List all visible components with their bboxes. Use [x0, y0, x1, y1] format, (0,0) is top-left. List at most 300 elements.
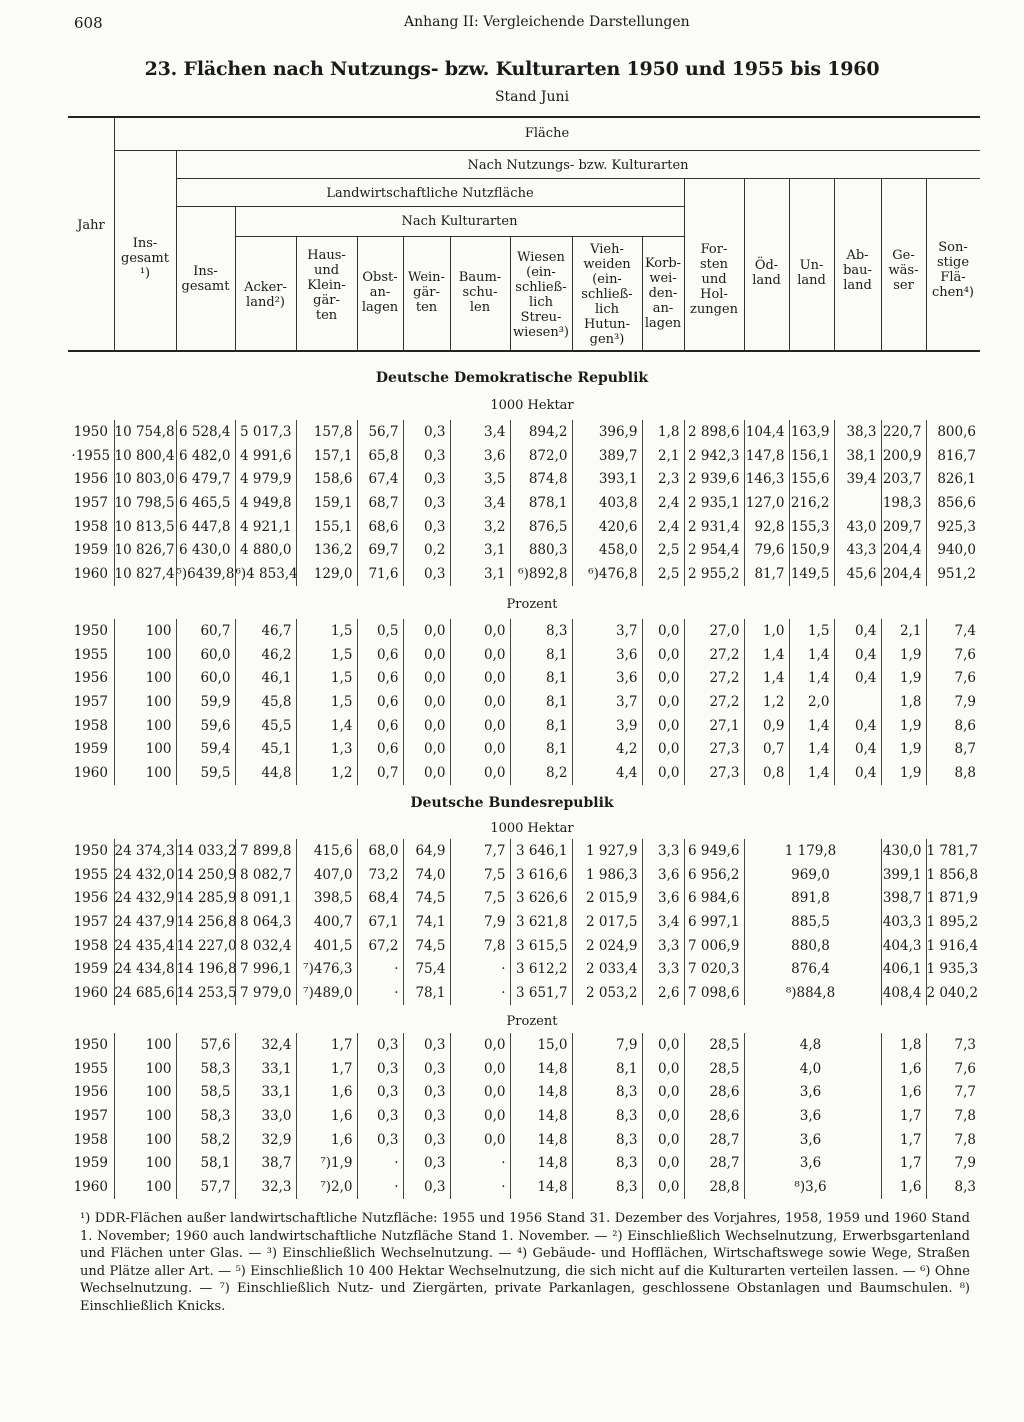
table-cell: 0,3	[403, 1128, 450, 1152]
table-cell: 925,3	[926, 515, 980, 539]
table-cell: ⁷)1,9	[296, 1151, 357, 1175]
table-cell: 10 798,5	[114, 491, 176, 515]
unit-ddr-abs: 1000 Hektar	[490, 398, 574, 413]
table-cell: 3,2	[450, 515, 510, 539]
table-cell: 0,4	[834, 666, 881, 690]
table-cell: 874,8	[510, 467, 572, 491]
table-subtitle: Stand Juni	[494, 89, 570, 105]
cell-jahr: 1950	[73, 423, 108, 440]
table-cell: 7,7	[450, 839, 510, 863]
table-cell: ·	[357, 957, 403, 981]
table-cell: 8,3	[572, 1104, 642, 1128]
table-cell: 24 685,6	[114, 981, 176, 1005]
cell-jahr: 1955	[73, 646, 108, 663]
table-cell: 0,0	[450, 761, 510, 785]
table-cell: 3,6	[744, 1151, 881, 1175]
table-cell: 6 949,6	[684, 839, 744, 863]
table-cell: 3,6	[572, 666, 642, 690]
table-cell: 7,9	[926, 1151, 980, 1175]
table-cell: 28,6	[684, 1104, 744, 1128]
table-cell: 1,7	[296, 1057, 357, 1081]
table-cell: 0,0	[450, 619, 510, 643]
table-cell: 28,6	[684, 1080, 744, 1104]
table-cell: 81,7	[744, 562, 789, 586]
table-cell: 2 017,5	[572, 910, 642, 934]
table-cell: 27,2	[684, 666, 744, 690]
table-row	[68, 1080, 980, 1104]
header-lnf: Landwirtschaftliche Nutzfläche	[326, 186, 534, 201]
table-cell: 7,3	[926, 1033, 980, 1057]
table-cell: 46,7	[235, 619, 296, 643]
table-row	[68, 1104, 980, 1128]
table-cell: 2,5	[642, 562, 684, 586]
table-cell: 2 024,9	[572, 934, 642, 958]
table-cell: 876,5	[510, 515, 572, 539]
table-cell: 5 017,3	[235, 420, 296, 444]
table-cell: 0,0	[450, 737, 510, 761]
table-row	[68, 737, 980, 761]
table-cell: 7 006,9	[684, 934, 744, 958]
table-cell: 38,7	[235, 1151, 296, 1175]
header-forsten: For- sten und Hol- zungen	[690, 242, 738, 317]
table-cell: 100	[114, 761, 176, 785]
table-cell: 0,3	[357, 1104, 403, 1128]
header-sonstige: Son- stige Flä- chen⁴)	[931, 240, 974, 300]
table-cell: 1,9	[881, 643, 926, 667]
table-cell: 0,0	[642, 1175, 684, 1199]
table-cell: 1,4	[744, 666, 789, 690]
table-cell: 0,4	[834, 714, 881, 738]
header-baumschulen: Baum- schu- len	[458, 270, 502, 315]
table-cell: 1,7	[881, 1104, 926, 1128]
table-cell: 1,8	[881, 690, 926, 714]
table-cell: 1,6	[296, 1104, 357, 1128]
table-row	[68, 491, 980, 515]
table-cell: 0,0	[642, 714, 684, 738]
table-cell: 0,0	[403, 643, 450, 667]
table-cell: 3 626,6	[510, 886, 572, 910]
table-cell: 60,7	[176, 619, 235, 643]
table-cell: 100	[114, 619, 176, 643]
table-cell: 6 997,1	[684, 910, 744, 934]
table-ddr-hektar	[68, 420, 980, 586]
table-cell: 403,3	[881, 910, 926, 934]
table-cell: 2,6	[642, 981, 684, 1005]
table-cell: 15,0	[510, 1033, 572, 1057]
table-cell: 204,4	[881, 538, 926, 562]
table-cell: 2 898,6	[684, 420, 744, 444]
table-cell: 1,5	[296, 690, 357, 714]
table-title	[0, 58, 1024, 80]
table-cell: 3,3	[642, 957, 684, 981]
header-ackerland: Acker- land²)	[244, 280, 287, 310]
table-cell: 2 040,2	[926, 981, 980, 1005]
table-cell: ·	[357, 1175, 403, 1199]
table-cell: 28,5	[684, 1033, 744, 1057]
table-cell: 1,4	[789, 643, 834, 667]
table-row	[68, 690, 980, 714]
table-cell: 10 813,5	[114, 515, 176, 539]
table-cell: 430,0	[881, 839, 926, 863]
cell-jahr: 1950	[73, 1036, 108, 1053]
table-cell: 3 621,8	[510, 910, 572, 934]
table-cell: 200,9	[881, 444, 926, 468]
table-cell: 7,9	[450, 910, 510, 934]
table-cell: 28,7	[684, 1128, 744, 1152]
cell-jahr: 1960	[73, 1178, 108, 1195]
cell-jahr: 1957	[73, 494, 108, 511]
table-cell: 129,0	[296, 562, 357, 586]
table-cell: 58,2	[176, 1128, 235, 1152]
table-cell: 1,5	[296, 666, 357, 690]
table-cell: 0,0	[450, 1080, 510, 1104]
table-cell: 79,6	[744, 538, 789, 562]
table-cell: 1,7	[881, 1128, 926, 1152]
table-cell: 104,4	[744, 420, 789, 444]
table-cell: 45,5	[235, 714, 296, 738]
cell-jahr: 1955	[73, 1060, 108, 1077]
table-cell: 940,0	[926, 538, 980, 562]
table-cell: 0,3	[403, 1033, 450, 1057]
table-cell: 1,4	[789, 761, 834, 785]
unit-brd-abs: 1000 Hektar	[490, 821, 574, 836]
table-cell: 8,1	[510, 666, 572, 690]
table-cell: 64,9	[403, 839, 450, 863]
table-cell: 68,6	[357, 515, 403, 539]
table-cell: 8,8	[926, 761, 980, 785]
table-cell: 0,0	[642, 690, 684, 714]
table-cell: 59,9	[176, 690, 235, 714]
table-cell: 0,6	[357, 690, 403, 714]
table-cell: 14 285,9	[176, 886, 235, 910]
table-cell: 1,6	[296, 1128, 357, 1152]
table-cell: 155,6	[789, 467, 834, 491]
table-row	[68, 910, 980, 934]
table-cell: 0,0	[642, 666, 684, 690]
table-number: 23.	[144, 58, 178, 80]
table-cell: 27,2	[684, 690, 744, 714]
cell-jahr: 1956	[73, 471, 108, 488]
table-cell: 0,0	[642, 1080, 684, 1104]
table-cell: 1,6	[881, 1175, 926, 1199]
table-cell: 74,5	[403, 934, 450, 958]
table-cell: 0,3	[403, 467, 450, 491]
table-cell: 1,0	[744, 619, 789, 643]
table-cell: ⁶)4 853,4	[235, 562, 296, 586]
table-cell: ⁶)892,8	[510, 562, 572, 586]
table-cell: 0,0	[403, 714, 450, 738]
table-cell: 60,0	[176, 643, 235, 667]
page-number: 608	[74, 14, 103, 32]
table-cell: 68,7	[357, 491, 403, 515]
cell-jahr: 1950	[73, 842, 108, 859]
table-cell: 27,0	[684, 619, 744, 643]
table-cell: 75,4	[403, 957, 450, 981]
table-cell: 8,3	[926, 1175, 980, 1199]
table-cell: 39,4	[834, 467, 881, 491]
table-cell: 27,2	[684, 643, 744, 667]
table-cell: 4 979,9	[235, 467, 296, 491]
header-hausgaerten: Haus- und Klein- gär- ten	[307, 248, 346, 323]
table-cell: 0,6	[357, 737, 403, 761]
table-cell: 100	[114, 1175, 176, 1199]
table-cell: 0,7	[357, 761, 403, 785]
table-cell: 396,9	[572, 420, 642, 444]
table-cell: 149,5	[789, 562, 834, 586]
table-cell: 24 434,8	[114, 957, 176, 981]
table-cell: 6 528,4	[176, 420, 235, 444]
table-cell: 7,9	[926, 690, 980, 714]
table-cell: 100	[114, 1057, 176, 1081]
table-cell: 2 931,4	[684, 515, 744, 539]
table-cell: 8,7	[926, 737, 980, 761]
table-row	[68, 562, 980, 586]
table-ddr-prozent	[68, 619, 980, 785]
running-head	[74, 14, 964, 34]
table-cell: 4 880,0	[235, 538, 296, 562]
table-cell: 158,6	[296, 467, 357, 491]
table-cell: 157,1	[296, 444, 357, 468]
table-cell: 398,7	[881, 886, 926, 910]
table-cell: 24 437,9	[114, 910, 176, 934]
table-cell: 4,2	[572, 737, 642, 761]
cell-jahr: 1960	[73, 984, 108, 1001]
table-row	[68, 515, 980, 539]
table-cell: 8,1	[510, 737, 572, 761]
table-row	[68, 934, 980, 958]
table-cell: 3 646,1	[510, 839, 572, 863]
table-cell: 1,5	[789, 619, 834, 643]
table-cell: 57,6	[176, 1033, 235, 1057]
section-title-ddr: Deutsche Demokratische Republik	[375, 370, 649, 386]
table-cell: 407,0	[296, 863, 357, 887]
table-cell: 14,8	[510, 1104, 572, 1128]
table-cell: 59,5	[176, 761, 235, 785]
header-insgesamt: Ins- gesamt ¹)	[121, 236, 169, 281]
table-row	[68, 839, 980, 863]
running-title: Anhang II: Vergleichende Darstellungen	[404, 14, 690, 30]
table-cell: 7 098,6	[684, 981, 744, 1005]
table-cell: 0,6	[357, 643, 403, 667]
table-cell: 885,5	[744, 910, 881, 934]
table-cell: 0,0	[450, 714, 510, 738]
table-cell: 7,6	[926, 643, 980, 667]
table-cell: 100	[114, 666, 176, 690]
table-cell: 880,8	[744, 934, 881, 958]
table-cell: 74,1	[403, 910, 450, 934]
table-row	[68, 643, 980, 667]
table-cell: 0,0	[403, 666, 450, 690]
table-cell: 0,3	[357, 1080, 403, 1104]
table-cell: 3,3	[642, 839, 684, 863]
table-cell: 4 921,1	[235, 515, 296, 539]
header-weingaerten: Wein- gär- ten	[408, 270, 445, 315]
table-cell: 1,7	[296, 1033, 357, 1057]
footnotes: ¹) DDR-Flächen außer landwirtschaftliche Nutzfläche: 1955 und 1956 Stand 31. Dezember des Vorjahres, 1958, 1959 und 1960 Stand 1. November; 1960 auch landwirtschaftliche Nutzfläche Stand 1. November. — ²) Einschließlich Wechselnutzung, Erwerbsgartenland und Flächen unter Glas. — ³) Einschließlich Wechselnutzung. — ⁴) Gebäude- und Hofflächen, Wirtschaftswege sowie Wege, Straßen und Plätze aller Art. — ⁵) Einschließlich 10 400 Hektar Wechselnutzung, die sich nicht auf die Kulturarten verteilen lassen. — ⁶) Ohne Wechselnutzung. — ⁷) Einschließlich Nutz- und Ziergärten, private Parkanlagen, geschlossene Obstanlagen und Baumschulen. ⁸) Einschließlich Knicks.	[80, 1211, 970, 1314]
table-cell: 127,0	[744, 491, 789, 515]
table-cell: 2,1	[642, 444, 684, 468]
table-cell: 8,2	[510, 761, 572, 785]
cell-jahr: 1957	[73, 913, 108, 930]
cell-jahr: 1960	[73, 565, 108, 582]
table-cell: 100	[114, 714, 176, 738]
table-cell: 59,4	[176, 737, 235, 761]
table-cell: ⁶)476,8	[572, 562, 642, 586]
unit-brd-pct: Prozent	[506, 1014, 558, 1029]
table-cell: 401,5	[296, 934, 357, 958]
table-cell: 3,6	[572, 643, 642, 667]
table-cell: 0,0	[403, 690, 450, 714]
cell-jahr: 1958	[73, 1131, 108, 1148]
table-cell: 10 803,0	[114, 467, 176, 491]
table-cell: 6 447,8	[176, 515, 235, 539]
table-cell: 406,1	[881, 957, 926, 981]
table-cell: 6 465,5	[176, 491, 235, 515]
table-cell: 57,7	[176, 1175, 235, 1199]
table-cell: 0,3	[403, 1104, 450, 1128]
table-cell: 60,0	[176, 666, 235, 690]
table-cell: 14 256,8	[176, 910, 235, 934]
table-cell: 100	[114, 690, 176, 714]
table-cell: 4,0	[744, 1057, 881, 1081]
table-cell: 0,0	[642, 1057, 684, 1081]
table-cell: 1,5	[296, 619, 357, 643]
table-cell: 59,6	[176, 714, 235, 738]
table-cell: 45,1	[235, 737, 296, 761]
table-row	[68, 1128, 980, 1152]
table-cell: 32,4	[235, 1033, 296, 1057]
table-cell: 0,0	[450, 1057, 510, 1081]
table-cell: 38,1	[834, 444, 881, 468]
table-cell: ⁸)3,6	[744, 1175, 881, 1199]
table-cell: 46,2	[235, 643, 296, 667]
table-cell: 14,8	[510, 1128, 572, 1152]
table-cell: 0,4	[834, 619, 881, 643]
table-cell: 2,3	[642, 467, 684, 491]
table-cell: 8 082,7	[235, 863, 296, 887]
table-cell: 1,7	[881, 1151, 926, 1175]
table-cell: 1,6	[881, 1080, 926, 1104]
table-cell: 4,8	[744, 1033, 881, 1057]
table-cell: 58,1	[176, 1151, 235, 1175]
table-cell: 1,6	[881, 1057, 926, 1081]
table-cell: 8 064,3	[235, 910, 296, 934]
table-cell: 45,6	[834, 562, 881, 586]
table-brd-hektar	[68, 839, 980, 1005]
table-cell: 7,9	[572, 1033, 642, 1057]
table-cell: 0,0	[450, 1033, 510, 1057]
table-cell: ·	[450, 957, 510, 981]
table-cell: ⁷)489,0	[296, 981, 357, 1005]
cell-jahr: 1959	[73, 1155, 108, 1172]
table-cell: 2,0	[789, 690, 834, 714]
table-cell: 163,9	[789, 420, 834, 444]
table-cell: 3 616,6	[510, 863, 572, 887]
table-cell: 8,6	[926, 714, 980, 738]
table-cell: 3,9	[572, 714, 642, 738]
table-cell: 0,3	[403, 1151, 450, 1175]
table-cell: 1,9	[881, 666, 926, 690]
table-cell: 3,3	[642, 934, 684, 958]
table-cell: 2 954,4	[684, 538, 744, 562]
cell-jahr: 1958	[73, 717, 108, 734]
table-cell: 14,8	[510, 1057, 572, 1081]
table-cell: 2,5	[642, 538, 684, 562]
table-cell: 157,8	[296, 420, 357, 444]
table-cell: 0,2	[403, 538, 450, 562]
cell-jahr: 1956	[73, 670, 108, 687]
cell-jahr: 1959	[73, 961, 108, 978]
table-cell: 3,6	[744, 1080, 881, 1104]
table-cell: 2 935,1	[684, 491, 744, 515]
table-cell: 100	[114, 737, 176, 761]
table-cell: 0,0	[642, 761, 684, 785]
table-cell: 3,5	[450, 467, 510, 491]
table-cell: 393,1	[572, 467, 642, 491]
table-cell: 4,4	[572, 761, 642, 785]
table-cell: 1,8	[881, 1033, 926, 1057]
table-cell: 74,0	[403, 863, 450, 887]
table-row	[68, 886, 980, 910]
table-cell: 400,7	[296, 910, 357, 934]
table-cell: 3,6	[642, 863, 684, 887]
table-cell: 3,7	[572, 690, 642, 714]
table-cell: 2 942,3	[684, 444, 744, 468]
table-cell: 65,8	[357, 444, 403, 468]
header-gewaesser: Ge- wäs- ser	[888, 248, 919, 293]
table-cell: 8 091,1	[235, 886, 296, 910]
cell-jahr: 1956	[73, 1084, 108, 1101]
cell-jahr: 1960	[73, 764, 108, 781]
cell-jahr: 1958	[73, 937, 108, 954]
table-cell: ·	[450, 981, 510, 1005]
table-cell: 100	[114, 1033, 176, 1057]
table-cell: 3,1	[450, 538, 510, 562]
table-cell: 203,7	[881, 467, 926, 491]
table-cell: 0,3	[403, 420, 450, 444]
table-cell: 0,3	[403, 444, 450, 468]
table-cell: 7 979,0	[235, 981, 296, 1005]
table-cell: 880,3	[510, 538, 572, 562]
table-cell: 7,8	[926, 1128, 980, 1152]
table-cell: 32,3	[235, 1175, 296, 1199]
table-cell: 0,4	[834, 643, 881, 667]
table-cell: 1,4	[789, 714, 834, 738]
table-cell: 4 949,8	[235, 491, 296, 515]
table-cell: 74,5	[403, 886, 450, 910]
table-cell: 2 939,6	[684, 467, 744, 491]
table-cell: 33,0	[235, 1104, 296, 1128]
table-cell: 216,2	[789, 491, 834, 515]
table-cell: 71,6	[357, 562, 403, 586]
table-cell: 38,3	[834, 420, 881, 444]
table-cell: 969,0	[744, 863, 881, 887]
table-cell: 0,3	[403, 1175, 450, 1199]
header-nach-kulturarten: Nach Kulturarten	[401, 214, 518, 229]
table-cell: 0,5	[357, 619, 403, 643]
table-cell: 2,4	[642, 515, 684, 539]
table-cell: 146,3	[744, 467, 789, 491]
table-cell: 891,8	[744, 886, 881, 910]
table-cell: 2 955,2	[684, 562, 744, 586]
table-cell: 10 826,7	[114, 538, 176, 562]
table-cell: 3,6	[450, 444, 510, 468]
table-cell: 24 435,4	[114, 934, 176, 958]
table-cell: 3,4	[450, 420, 510, 444]
table-cell: 878,1	[510, 491, 572, 515]
table-cell: 155,3	[789, 515, 834, 539]
table-cell: 0,3	[403, 1057, 450, 1081]
